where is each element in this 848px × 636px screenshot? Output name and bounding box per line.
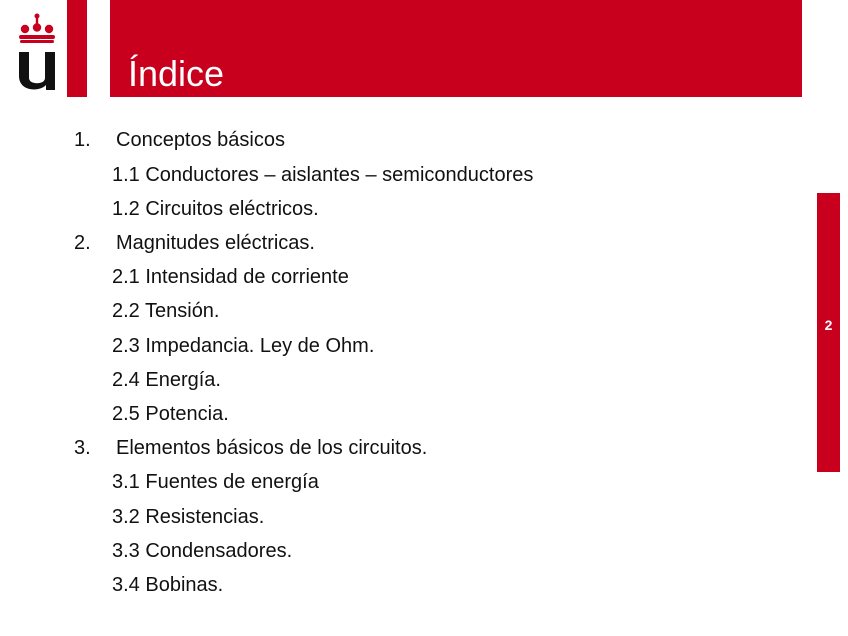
toc-text: Conceptos básicos [116,129,285,151]
toc-number: 3. [74,437,91,459]
page-number: 2 [824,317,833,333]
toc-subitem: 3.4 Bobinas. [112,574,224,596]
toc-number: 2. [74,232,91,254]
toc-subitem: 3.2 Resistencias. [112,506,265,528]
toc-text: Elementos básicos de los circuitos. [116,437,428,459]
toc-subitem: 2.5 Potencia. [112,403,229,425]
toc-subitem: 2.4 Energía. [112,369,221,391]
page-number-tab [817,193,840,472]
slide-title: Índice [128,53,225,94]
toc-subitem: 2.2 Tensión. [112,300,220,322]
toc-subitem: 2.3 Impedancia. Ley de Ohm. [112,335,375,357]
toc-subitem: 1.2 Circuitos eléctricos. [112,198,319,220]
toc-subitem: 2.1 Intensidad de corriente [112,266,349,288]
toc-subitem: 3.3 Condensadores. [112,540,293,562]
toc-text: Magnitudes eléctricas. [116,232,315,254]
toc-number: 1. [74,129,91,151]
toc-subitem: 1.1 Conductores – aislantes – semiconductores [112,164,534,186]
toc-subitem: 3.1 Fuentes de energía [112,471,319,493]
